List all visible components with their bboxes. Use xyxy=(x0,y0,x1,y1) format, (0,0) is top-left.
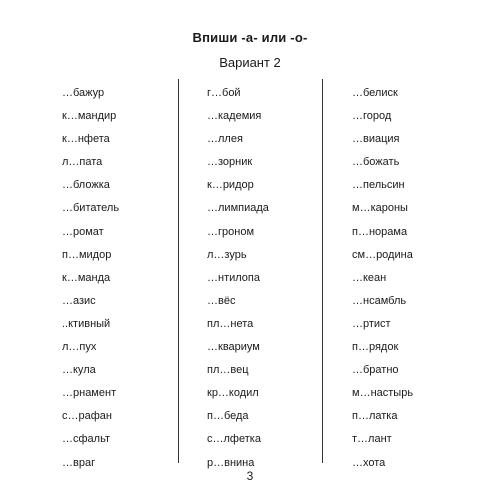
word-item: …вёс xyxy=(207,294,236,307)
word-item: п…норама xyxy=(352,225,408,238)
word-item: …ллея xyxy=(207,133,243,146)
word-item: …азис xyxy=(62,294,96,307)
word-item: …виация xyxy=(352,133,400,146)
word-item: …рнамент xyxy=(62,387,117,400)
word-item: с…лфетка xyxy=(207,433,261,446)
word-item: л…зурь xyxy=(207,248,247,261)
word-item: …братно xyxy=(352,364,399,377)
word-item: …белиск xyxy=(352,87,398,99)
column-divider-right xyxy=(322,79,323,463)
word-item: …враг xyxy=(62,456,96,469)
word-item: м…настырь xyxy=(352,387,414,400)
page-number: 3 xyxy=(246,469,254,483)
word-item: …пельсин xyxy=(352,179,405,192)
word-item: …хота xyxy=(352,456,386,469)
word-item: …ромат xyxy=(62,225,104,238)
word-item: п…латка xyxy=(352,410,398,423)
word-item: пл…вец xyxy=(207,364,249,377)
word-item: кр…кодил xyxy=(207,387,259,400)
word-item: …нсамбль xyxy=(352,294,407,307)
word-item: п…мидор xyxy=(62,248,112,261)
word-item: л…пата xyxy=(62,156,103,169)
word-item: …кадемия xyxy=(207,110,262,123)
word-item: см…родина xyxy=(352,248,413,261)
word-item: …сфальт xyxy=(62,433,110,446)
word-item: п…рядок xyxy=(352,341,399,354)
word-item: п…беда xyxy=(207,410,249,423)
word-item: …город xyxy=(352,110,392,123)
word-item: л…пух xyxy=(62,341,97,354)
column-divider-left xyxy=(178,79,179,463)
word-item: …гроном xyxy=(207,225,255,238)
word-item: м…кароны xyxy=(352,202,408,215)
word-column-3 xyxy=(352,82,413,475)
word-item: к…ридор xyxy=(207,179,254,192)
word-item: к…нфета xyxy=(62,133,110,146)
word-item: …битатель xyxy=(62,202,120,215)
word-item: …нтилопа xyxy=(207,271,260,284)
word-item: р…внина xyxy=(207,456,255,469)
word-item: к…манда xyxy=(62,271,111,284)
word-item: …ртист xyxy=(352,317,391,330)
word-item: …бажур xyxy=(62,87,105,99)
word-item: …лимпиада xyxy=(207,202,269,215)
word-item: …кула xyxy=(62,364,96,377)
word-item: ..ктивный xyxy=(62,317,111,330)
word-item: пл…нета xyxy=(207,317,254,330)
word-item: …бложка xyxy=(62,179,110,192)
word-item: с…рафан xyxy=(62,410,112,423)
word-column-1 xyxy=(62,82,119,475)
variant-label: Вариант 2 xyxy=(219,55,281,70)
word-item: т…лант xyxy=(352,433,392,446)
word-item: …божать xyxy=(352,156,400,169)
word-item: г…бой xyxy=(207,87,241,99)
word-item: …квариум xyxy=(207,341,260,354)
word-item: к…мандир xyxy=(62,110,117,123)
word-item: …кеан xyxy=(352,271,387,284)
word-column-2 xyxy=(207,82,269,475)
worksheet-title: Впиши -а- или -о- xyxy=(192,30,308,45)
word-item: …зорник xyxy=(207,156,253,169)
